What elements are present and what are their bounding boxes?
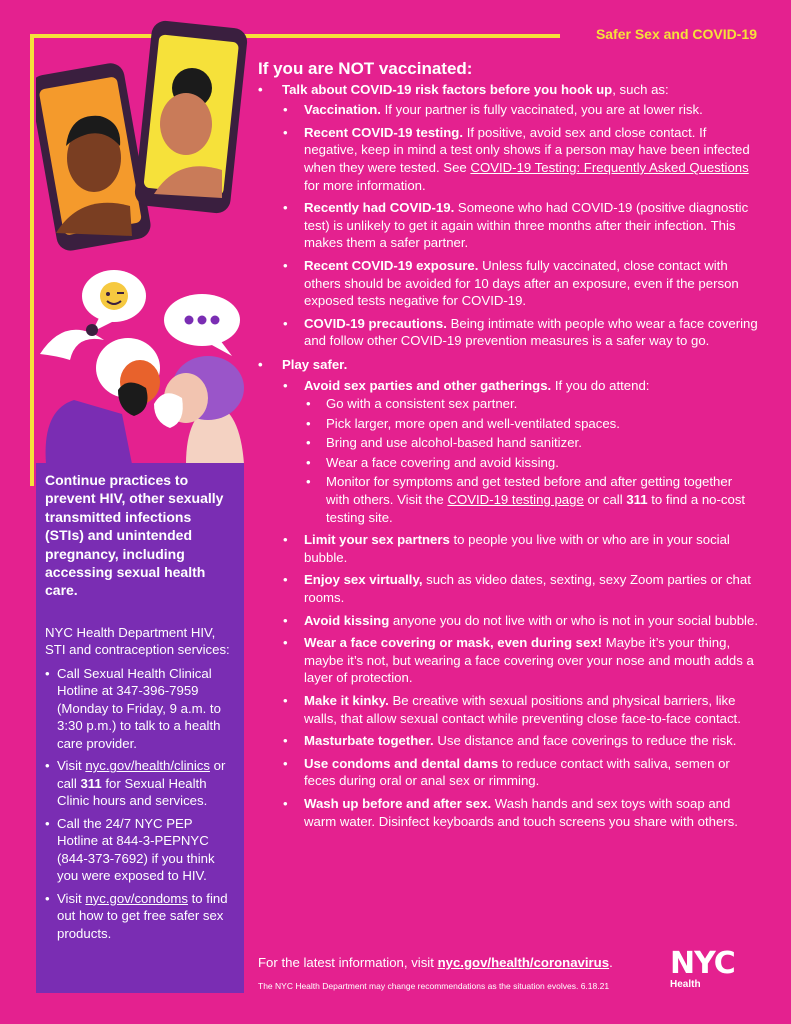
testing-faq-link[interactable]: COVID-19 Testing: Frequently Asked Questions	[470, 159, 749, 175]
risk-vaccination	[258, 101, 758, 119]
tip-masturbate	[258, 732, 758, 750]
header-tag: Safer Sex and COVID-19	[595, 26, 757, 42]
play-safer: • Play safer.	[258, 356, 758, 374]
disclaimer: The NYC Health Department may change recommendations as the situation evolves. 6.18.21	[258, 981, 610, 991]
risk-factors-list	[258, 101, 758, 350]
item-bold: Masturbate together.	[304, 733, 434, 749]
tip-kinky	[258, 692, 758, 727]
tip-wash-up	[258, 795, 758, 830]
item-bold: Wear a face covering or mask, even during sex!	[304, 635, 603, 651]
phone-right-icon	[134, 19, 248, 214]
item-bold: Enjoy sex virtually,	[304, 572, 423, 588]
item-text: Someone who had COVID-19 (positive diagnostic test) is unlikely to get it again within three months after their infection. This makes them a safer partner.	[304, 200, 749, 251]
item-bold: COVID-19 precautions.	[304, 315, 447, 331]
party-tips-list	[304, 395, 758, 526]
talk-rest: , such as:	[612, 81, 669, 97]
item-text: Being intimate with people who wear a face covering and follow other COVID-19 prevention measures is a safer way to go.	[304, 315, 758, 349]
text: For the latest information, visit	[258, 955, 438, 970]
item-text: to people you live with or who are in your social bubble.	[304, 532, 730, 565]
tip-avoid-parties	[258, 377, 758, 527]
item-bold: Limit your sex partners	[304, 532, 450, 548]
risk-precautions	[258, 315, 758, 350]
illustration	[36, 18, 248, 464]
services-list	[45, 665, 234, 943]
text: Visit	[57, 890, 86, 906]
item-bold: Make it kinky.	[304, 693, 389, 708]
item-bold: Use condoms and dental dams	[304, 755, 499, 771]
item-text: If you do attend:	[551, 377, 650, 393]
item-text: to reduce contact with saliva, semen or feces during oral or anal sex or rimming.	[304, 755, 730, 789]
latest-info-line	[258, 955, 613, 970]
frame-left-rule	[30, 34, 34, 486]
testing-page-link[interactable]: COVID-19 testing page	[447, 492, 584, 508]
clinics-link[interactable]: nyc.gov/health/clinics	[85, 758, 210, 774]
item-text: Be creative with sexual positions and physical barriers, like walls, that allow sexual contact while preventing close face-to-face contact.	[304, 693, 741, 726]
sidebar-lead: Continue practices to prevent HIV, other sexually transmitted infections (STIs) and unintended pregnancy, including accessing sexual health care.	[45, 472, 224, 599]
typing-bubble-icon	[164, 294, 240, 356]
phone-311: 311	[626, 492, 648, 508]
tip-limit-partners	[258, 531, 758, 566]
text: to find out how to get free safer sex products.	[57, 890, 228, 941]
item-text: If positive, avoid sex and close contact. If negative, keep in mind a test only shows if a person may have been infected when they were tested. See	[304, 124, 750, 175]
text: or call	[57, 758, 226, 791]
item-text: Use distance and face coverings to reduce the risk.	[433, 733, 737, 749]
item-text: such as video dates, sexting, sexy Zoom parties or chat rooms.	[304, 572, 751, 606]
party-tip	[304, 473, 758, 526]
item-text: or call	[583, 492, 627, 508]
item-text: Maybe it’s your thing, maybe it’s not, but wearing a face covering over your nose and mouth adds a layer of protection.	[304, 635, 754, 686]
item-bold: Recent COVID-19 exposure.	[304, 257, 479, 273]
party-tip: • Bring and use alcohol-based hand sanitizer.	[304, 434, 758, 452]
tip-avoid-kissing	[258, 612, 758, 630]
phone-left-icon	[36, 61, 153, 253]
phone-311: 311	[80, 775, 102, 791]
service-item-hotline: • Call Sexual Health Clinical Hotline at 347-396-7959 (Monday to Friday, 9 a.m. to 3:30 p.m.) to talk to a health care provider.	[45, 665, 234, 753]
item-text: Wash hands and sex toys with soap and warm water. Disinfect keyboards and touch screens you share with others.	[304, 795, 738, 829]
nyc-health-logo	[670, 948, 762, 996]
services-intro: NYC Health Department HIV, STI and contraception services:	[45, 624, 230, 658]
item-text: for more information.	[304, 177, 426, 193]
service-item-condoms	[45, 890, 234, 943]
item-text: to find a no-cost testing site.	[326, 492, 746, 525]
tip-condoms	[258, 755, 758, 790]
tip-mask	[258, 634, 758, 687]
main-content	[258, 60, 758, 836]
talk-bold: Talk about COVID-19 risk factors before you hook up	[282, 81, 613, 97]
sidebar-panel	[36, 463, 244, 993]
risk-testing	[258, 124, 758, 194]
item-bold: Wash up before and after sex.	[304, 795, 492, 811]
wink-emoji-bubble-icon	[82, 270, 146, 332]
risk-exposure	[258, 257, 758, 310]
item-bold: Avoid kissing	[304, 612, 390, 628]
main-heading: If you are NOT vaccinated:	[258, 59, 473, 78]
item-bold: Recently had COVID-19.	[304, 200, 455, 216]
item-bold: Recent COVID-19 testing.	[304, 124, 464, 140]
text: Visit	[57, 758, 86, 774]
health-wordmark: Health	[670, 979, 701, 990]
service-item-clinics	[45, 757, 234, 810]
risk-had-covid	[258, 199, 758, 252]
talk-risk-factors	[258, 81, 758, 99]
text: .	[609, 955, 613, 970]
party-tip: • Pick larger, more open and well-ventilated spaces.	[304, 415, 758, 433]
item-text: anyone you do not live with or who is not in your social bubble.	[389, 612, 758, 628]
item-text: Monitor for symptoms and get tested before and after getting together with others. Visit the	[326, 474, 733, 508]
party-tip: • Go with a consistent sex partner.	[304, 395, 758, 413]
item-text: Unless fully vaccinated, close contact with others should be avoided for 10 days after an exposure, even if the person exposed tests negative for COVID-19.	[304, 257, 739, 309]
item-bold: Vaccination.	[304, 102, 381, 118]
item-bold: Avoid sex parties and other gatherings.	[304, 377, 552, 393]
nyc-wordmark: NYC	[670, 946, 735, 981]
coronavirus-link[interactable]: nyc.gov/health/coronavirus	[437, 955, 610, 970]
play-safer-list	[258, 377, 758, 831]
tip-virtual	[258, 571, 758, 606]
service-item-pep-hotline: • Call the 24/7 NYC PEP Hotline at 844-3-PEPNYC (844-373-7692) if you think you were exposed to HIV.	[45, 815, 234, 885]
condoms-link[interactable]: nyc.gov/condoms	[85, 890, 188, 906]
text: for Sexual Health Clinic hours and services.	[57, 775, 208, 809]
party-tip: • Wear a face covering and avoid kissing.	[304, 454, 758, 472]
item-text: If your partner is fully vaccinated, you are at lower risk.	[380, 102, 703, 118]
